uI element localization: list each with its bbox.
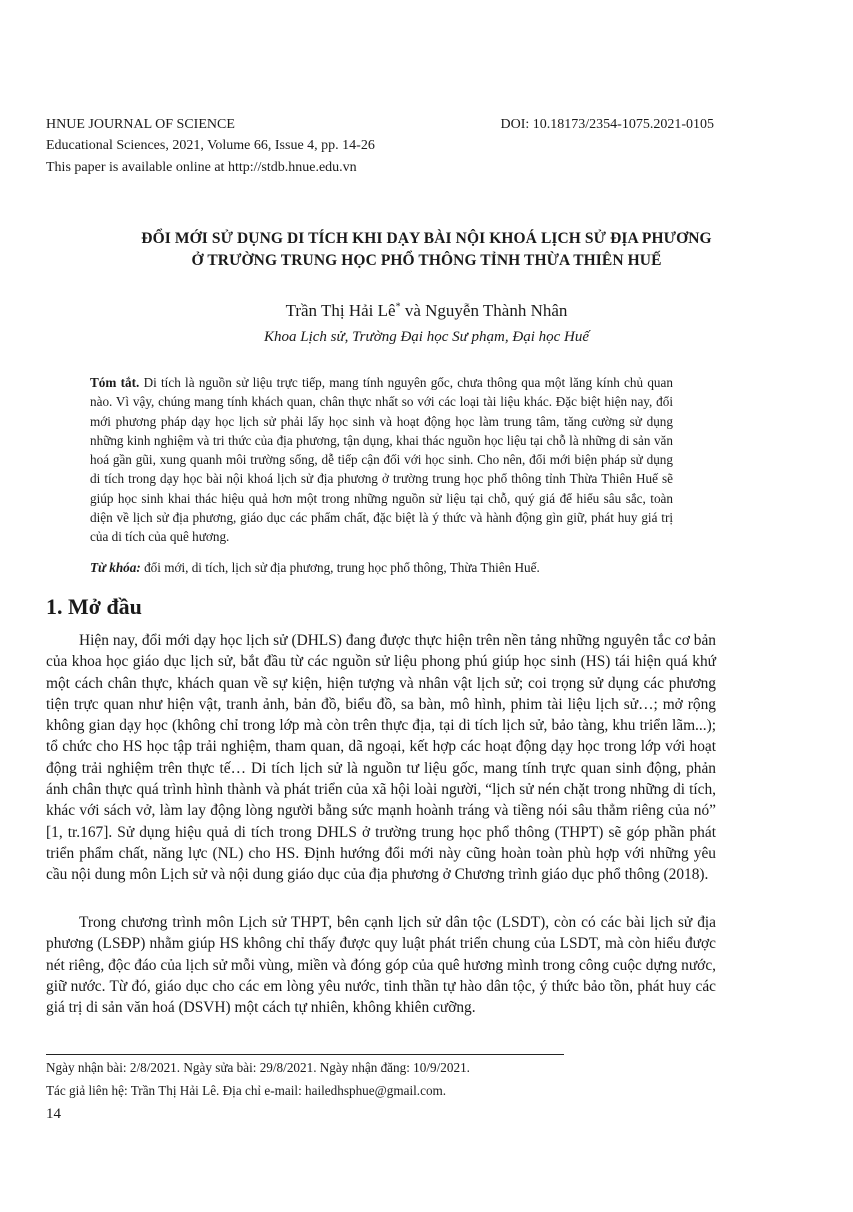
footnote-dates: Ngày nhận bài: 2/8/2021. Ngày sửa bài: 29/8/2021. Ngày nhận đăng: 10/9/2021. [46, 1060, 470, 1075]
corresponding-marker: * [395, 301, 401, 313]
paragraph-text: Trong chương trình môn Lịch sử THPT, bên cạnh lịch sử dân tộc (LSDT), còn có các bài lịch sử địa phương (LSĐP) nhằm giúp HS không chỉ thấy được quy luật phát triển chung của LSDT, mà còn hiểu được nét riêng, độc đáo của lịch sử mỗi vùng, miền và đóng góp của quê hương mình trong công cuộc dựng nước, giữ nước. Từ đó, giáo dục cho các em lòng yêu nước, tinh thần tự hào dân tộc, ý thức bảo tồn, phát huy các giá trị di sản văn hoá (DSVH) một cách tự nhiên, không khiên cưỡng. [46, 914, 716, 1017]
footnote-divider [46, 1054, 564, 1055]
page-number: 14 [46, 1106, 61, 1122]
doi: DOI: 10.18173/2354-1075.2021-0105 [500, 117, 714, 132]
author-1: Trần Thị Hải Lê [285, 301, 396, 320]
journal-name: HNUE JOURNAL OF SCIENCE [46, 117, 235, 132]
abstract [90, 373, 673, 547]
paper-title-line-2: Ở TRƯỜNG TRUNG HỌC PHỔ THÔNG TỈNH THỪA THIÊN HUẾ [191, 252, 662, 269]
keywords [90, 558, 673, 577]
paragraph-text: Hiện nay, đổi mới dạy học lịch sử (DHLS) đang được thực hiện trên nền tảng những nguyên tắc cơ bản của khoa học giáo dục lịch sử, bắt đầu từ các nguồn sử liệu phong phú giúp học sinh (HS) tái hiện quá khứ một cách chân thực, khách quan về sự kiện, hiện tượng và nhân vật lịch sử; coi trọng sử dụng các phương tiện trực quan như hiện vật, tranh ảnh, bản đồ, biểu đồ, sa bàn, mô hình, phim tài liệu lịch sử…; mở rộng không gian dạy học (không chỉ trong lớp mà còn trên thực địa, tại di tích lịch sử, bảo tàng, khu triển lãm...); tổ chức cho HS học tập trải nghiệm, tham quan, dã ngoại, kết hợp các hoạt động dạy học trong lớp với hoạt động trải nghiệm trên thực tế… Di tích lịch sử là nguồn tư liệu gốc, mang tính trực quan sinh động, phản ánh chân thực quá trình hình thành và phát triển của xã hội loài người, “lịch sử nén chặt trong những di tích, khác với sách vở, làm lay động lòng người bằng sức mạnh hoành tráng và tiềng nói sâu thẳm riêng của nó” [1, tr.167]. Sử dụng hiệu quả di tích trong DHLS ở trường trung học phổ thông (THPT) sẽ góp phần phát triển phẩm chất, năng lực (NL) cho HS. Định hướng đổi mới này cũng hoàn toàn phù hợp với những yêu cầu nội dung môn Lịch sử và nội dung giáo dục của địa phương ở Chương trình giáo dục phổ thông (2018). [46, 632, 716, 884]
affiliation: Khoa Lịch sử, Trường Đại học Sư phạm, Đại học Huế [263, 329, 590, 345]
abstract-text: Di tích là nguồn sử liệu trực tiếp, mang tính nguyên gốc, chưa thông qua một lăng kính chủ quan nào. Vì vậy, chúng mang tính khách quan, chân thực nhất so với các loại tài liệu khác. Đặc biệt hiện nay, đổi mới phương pháp dạy học lịch sử phải lấy học sinh và hoạt động học làm trung tâm, tăng cường sử dụng những kinh nghiệm và tri thức của địa phương, tận dụng, khai thác nguồn học liệu tại chỗ là những di sản văn hoá gần gũi, xung quanh môi trường sống, dễ tiếp cận đối với học sinh. Cho nên, đổi mới biện pháp sử dụng di tích trong dạy học bài nội khoá lịch sử địa phương ở trường trung học phổ thông tỉnh Thừa Thiên Huế sẽ giúp học sinh khai thác hiệu quả hơn một trong những nguồn sử liệu tại chỗ, quý giá để hiểu sâu sắc, toàn diện về lịch sử địa phương, giáo dục các phẩm chất, đặc biệt là ý thức và hành động gìn giữ, phát huy giá trị của di tích của quê hương. [90, 375, 673, 545]
keywords-label: Từ khóa: [90, 560, 141, 575]
author-line [0, 300, 853, 322]
availability-note: This paper is available online at http://stdb.hnue.edu.vn [46, 160, 357, 175]
body-paragraph-1 [46, 630, 716, 886]
paper-title-line-1: ĐỔI MỚI SỬ DỤNG DI TÍCH KHI DẠY BÀI NỘI KHOÁ LỊCH SỬ ĐỊA PHƯƠNG [141, 230, 712, 247]
body-paragraph-2 [46, 912, 716, 1018]
author-conjunction: và [400, 301, 426, 320]
footnote-contact: Tác giả liên hệ: Trần Thị Hải Lê. Địa chỉ e-mail: hailedhsphue@gmail.com. [46, 1083, 447, 1098]
keywords-text: đổi mới, di tích, lịch sử địa phương, trung học phổ thông, Thừa Thiên Huế. [140, 560, 540, 575]
author-2: Nguyễn Thành Nhân [425, 301, 568, 320]
journal-issue: Educational Sciences, 2021, Volume 66, Issue 4, pp. 14-26 [46, 138, 375, 153]
abstract-label: Tóm tắt. [90, 375, 140, 390]
section-heading: 1. Mở đầu [46, 594, 142, 619]
